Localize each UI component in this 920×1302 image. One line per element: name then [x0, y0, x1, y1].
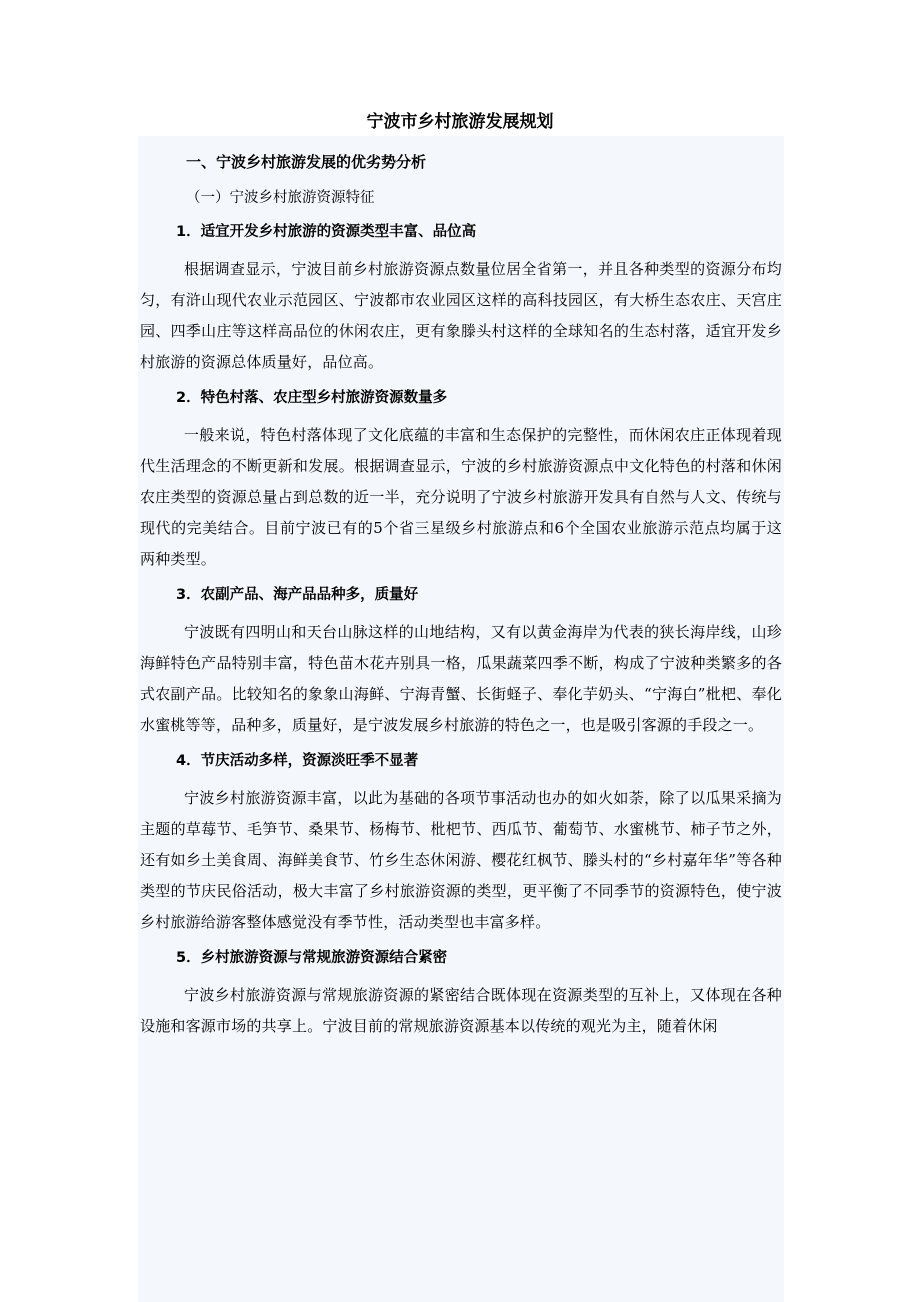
item-heading: 3．农副产品、海产品品种多，质量好	[176, 587, 419, 603]
subsection-heading: （一）宁波乡村旅游资源特征	[186, 190, 375, 206]
item-heading: 5．乡村旅游资源与常规旅游资源结合紧密	[176, 950, 448, 966]
item-paragraph: 宁波乡村旅游资源丰富，以此为基础的各项节事活动也办的如火如荼，除了以瓜果采摘为主题的草莓节、毛笋节、桑果节、杨梅节、枇杷节、西瓜节、葡萄节、水蜜桃节、柿子节之外，还有如乡土美食周、海鲜美食节、竹乡生态休闲游、樱花红枫节、滕头村的“乡村嘉年华”等各种类型的节庆民俗活动，极大丰富了乡村旅游资源的类型，更平衡了不同季节的资源特色，使宁波乡村旅游给游客整体感觉没有季节性，活动类型也丰富多样。	[140, 789, 782, 931]
item-heading: 2．特色村落、农庄型乡村旅游资源数量多	[176, 390, 448, 406]
section-heading: 一、宁波乡村旅游发展的优劣势分析	[186, 153, 427, 171]
document-title: 宁波市乡村旅游发展规划	[366, 112, 554, 132]
item-paragraph: 根据调查显示，宁波目前乡村旅游资源点数量位居全省第一，并且各种类型的资源分布均匀，有浒山现代农业示范园区、宁波都市农业园区这样的高科技园区，有大桥生态农庄、天宫庄园、四季山庄等这样高品位的休闲农庄，更有象滕头村这样的全球知名的生态村落，适宜开发乡村旅游的资源总体质量好，品位高。	[140, 260, 782, 371]
item-heading: 1．适宜开发乡村旅游的资源类型丰富、品位高	[176, 224, 477, 240]
item-heading: 4．节庆活动多样，资源淡旺季不显著	[176, 753, 419, 769]
item-paragraph: 宁波乡村旅游资源与常规旅游资源的紧密结合既体现在资源类型的互补上，又体现在各种设施和客源市场的共享上。宁波目前的常规旅游资源基本以传统的观光为主，随着休闲	[140, 986, 782, 1035]
item-paragraph: 宁波既有四明山和天台山脉这样的山地结构，又有以黄金海岸为代表的狭长海岸线，山珍海鲜特色产品特别丰富，特色苗木花卉别具一格，瓜果蔬菜四季不断，构成了宁波种类繁多的各式农副产品。比较知名的象象山海鲜、宁海青蟹、长街蛏子、奉化芋奶头、“宁海白”枇杷、奉化水蜜桃等等，品种多，质量好，是宁波发展乡村旅游的特色之一，也是吸引客源的手段之一。	[140, 623, 782, 734]
document-body	[140, 148, 782, 1048]
item-paragraph: 一般来说，特色村落体现了文化底蕴的丰富和生态保护的完整性，而休闲农庄正体现着现代生活理念的不断更新和发展。根据调查显示，宁波的乡村旅游资源点中文化特色的村落和休闲农庄类型的资源总量占到总数的近一半，充分说明了宁波乡村旅游开发具有自然与人文、传统与现代的完美结合。目前宁波已有的5个省三星级乡村旅游点和6个全国农业旅游示范点均属于这两种类型。	[140, 426, 782, 568]
